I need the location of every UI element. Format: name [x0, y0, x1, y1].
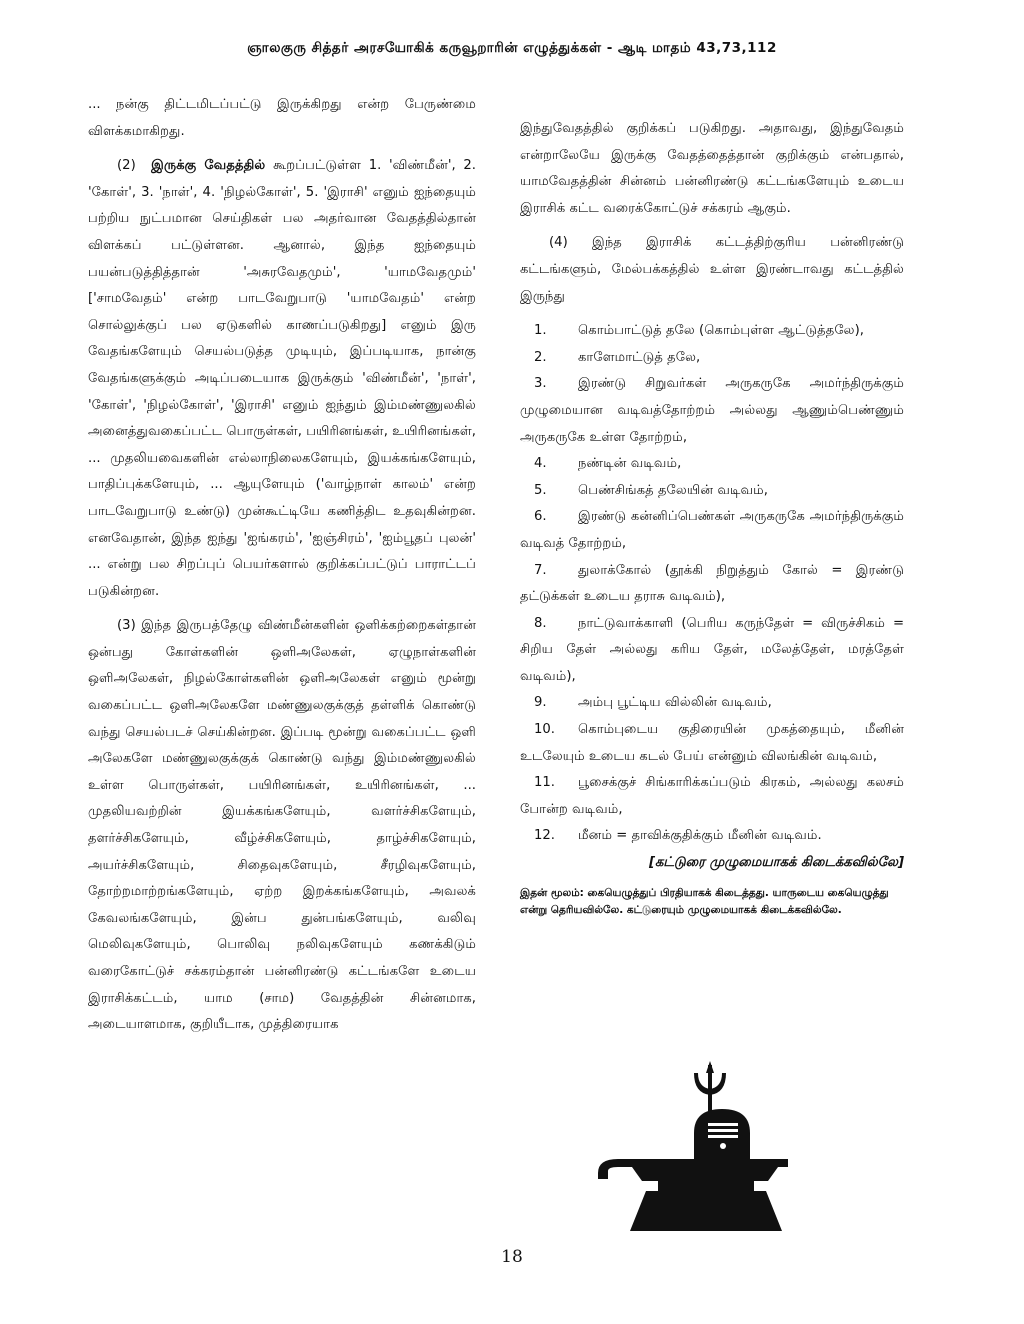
- page-number: 18: [501, 1247, 523, 1267]
- left-column: [88, 92, 476, 1047]
- list-item: 1. கொம்பாட்டுத் தலே (கொம்புள்ள ஆட்டுத்தலே),: [534, 323, 864, 339]
- list-item: 7. துலாக்கோல் (தூக்கி நிறுத்தும் கோல் = இரண்டு தட்டுக்கள் உடைய தராசு வடிவம்),: [520, 562, 904, 605]
- list-item: 6. இரண்டு கன்னிப்பெண்கள் அருகருகே அமர்ந்திருக்கும் வடிவத் தோற்றம்,: [520, 509, 904, 551]
- list-item: 2. காளேமாட்டுத் தலே,: [534, 349, 701, 365]
- list-item: 10. கொம்புடைய குதிரையின் முகத்தையும், மீனின் உடலேயும் உடைய கடல் பேய் என்னும் விலங்கின் வடிவம்,: [520, 722, 904, 764]
- right-paragraph-1: இந்துவேதத்தில் குறிக்கப் படுகிறது. அதாவது, இந்துவேதம் என்றாலேயே இருக்கு வேதத்தைத்தான் குறிக்கும் என்பதால், யாமவேதத்தின் சின்னம் பன்னிரண்டு கட்டங்களேயும் உடைய இராசிக் கட்ட வரைக்கோட்டுச் சக்கரம் ஆகும்.: [520, 121, 904, 216]
- rig-veda-heading: இருக்கு வேதத்தில்: [151, 158, 266, 174]
- list-item: 3. இரண்டு சிறுவர்கள் அருகருகே அமர்ந்திருக்கும் முழுமையான வடிவத்தோற்றம் அல்லது ஆணும்பெண்ணும் அருகருகே உள்ள தோற்றம்,: [520, 376, 904, 445]
- list-item: 4. நண்டின் வடிவம்,: [534, 456, 682, 472]
- right-paragraph-2: (4) இந்த இராசிக் கட்டத்திற்குரிய பன்னிரண்டு கட்டங்களும், மேல்பக்கத்தில் உள்ள இரண்டாவது கட்டத்தில் இருந்து: [520, 235, 904, 304]
- list-item: 5. பெண்சிங்கத் தலேயின் வடிவம்,: [534, 482, 768, 498]
- left-paragraph-2: [88, 153, 476, 605]
- list-item: 12. மீனம் = தாவிக்குதிக்கும் மீனின் வடிவம்.: [534, 828, 822, 844]
- para-2-number: (2): [117, 158, 136, 174]
- incomplete-article-note: [கட்டுரை முழுமையாகக் கிடைக்கவில்லே]: [648, 855, 904, 871]
- source-note: இதன் மூலம்: கையெழுத்துப் பிரதியாகக் கிடைத்தது. யாருடைய கையெழுத்து என்று தெரியவில்லே. கட்டுரையும் முழுமையாகக் கிடைக்கவில்லே.: [520, 886, 889, 916]
- shiva-lingam-trident-icon: [588, 1055, 806, 1235]
- list-item: 8. நாட்டுவாக்காளி (பெரிய கருந்தேள் = விருச்சிகம் = சிறிய தேள் அல்லது கரிய தேள், மலேத்தேள், மரத்தேள் வடிவம்),: [520, 615, 904, 684]
- right-column: [520, 116, 904, 927]
- left-paragraph-1: ... நன்கு திட்டமிடப்பட்டு இருக்கிறது என்ற பேருண்மை விளக்கமாகிறது.: [88, 97, 476, 139]
- para-2-text: கூறப்பட்டுள்ள 1. 'விண்மீன்', 2. 'கோள்', 3. 'நாள்', 4. 'நிழல்கோள்', 5. 'இராசி' எனும் ஐந்தையும் பற்றிய நுட்பமான செய்திகள் பல அதர்வான வேதத்தில்தான் விளக்கப் பட்டுள்ளன. ஆனால், இந்த ஐந்தையும் பயன்படுத்தித்தான் 'அசுரவேதமும்', 'யாமவேதமும்' ['சாமவேதம்' என்ற பாடவேறுபாடு 'யாமவேதம்' என்ற சொல்லுக்குப் பல ஏடுகளில் காணப்படுகிறது] எனும் இரு வேதங்களேயும் செயல்படுத்த முடியும், இப்படியாக, நான்கு வேதங்களுக்கும் அடிப்படையாக இருக்கும் 'விண்மீன்', 'நாள்', 'கோள்', 'நிழல்கோள்', 'இராசி' எனும் ஐந்தும் இம்மண்ணுலகில் அனைத்துவகைப்பட்ட பொருள்கள், பயிரினங்கள், உயிரினங்கள், ... முதலியவைகளின் எல்லாநிலைகளேயும், இயக்கங்களேயும், பாதிப்புக்களேயும், ... ஆயுளேயும் ('வாழ்நாள் காலம்' என்ற பாடவேறுபாடு உண்டு) முன்கூட்டியே கணித்திட உதவுகின்றன. எனவேதான், இந்த ஐந்து 'ஐங்கரம்', 'ஐஞ்சிரம்', 'ஐம்பூதப் புலன்' ... என்று பல சிறப்புப் பெயர்களால் குறிக்கப்பட்டுப் பாராட்டப் படுகின்றன.: [88, 158, 476, 599]
- zodiac-list: [520, 318, 904, 850]
- page-header: ஞாலகுரு சித்தர் அரசயோகிக் கருவூறாரின் எழுத்துக்கள் - ஆடி மாதம் 43,73,112: [247, 40, 777, 56]
- left-paragraph-3: (3) இந்த இருபத்தேழு விண்மீன்களின் ஒளிக்கற்றைகள்தான் ஒன்பது கோள்களின் ஒளிஅலேகள், ஏழுநாள்களின் ஒளிஅலேகள், நிழல்கோள்களின் ஒளிஅலேகள் எனும் மூன்று வகைப்பட்ட ஒளிஅலேகளே மண்ணுலகுக்குத் தள்ளிக் கொண்டு வந்து செயல்படச் செய்கின்றன. இப்படி மூன்று வகைப்பட்ட ஒளி அலேகளே மண்ணுலகுக்குக் கொண்டு வந்து இம்மண்ணுலகில் உள்ள பொருள்கள், பயிரினங்கள், உயிரினங்கள், ... முதலியவற்றின் இயக்கங்களேயும், வளர்ச்சிகளேயும், தளர்ச்சிகளேயும், வீழ்ச்சிகளேயும், தாழ்ச்சிகளேயும், அயர்ச்சிகளேயும், சிதைவுகளேயும், சீரழிவுகளேயும், தோற்றமாற்றங்களேயும், ஏற்ற இறக்கங்களேயும், அவலக் கேவலங்களேயும், இன்ப துன்பங்களேயும், வலிவு மெலிவுகளேயும், பொலிவு நலிவுகளேயும் கணக்கிடும் வரைகோட்டுச் சக்கரம்தான் பன்னிரண்டு கட்டங்களே உடைய இராசிக்கட்டம், யாம (சாம) வேதத்தின் சின்னமாக, அடையாளமாக, குறியீடாக, முத்திரையாக: [88, 618, 476, 1033]
- list-item: 11. பூசைக்குச் சிங்காரிக்கப்படும் கிரகம், அல்லது கலசம் போன்ற வடிவம்,: [520, 775, 904, 817]
- list-item: 9. அம்பு பூட்டிய வில்லின் வடிவம்,: [534, 695, 772, 711]
